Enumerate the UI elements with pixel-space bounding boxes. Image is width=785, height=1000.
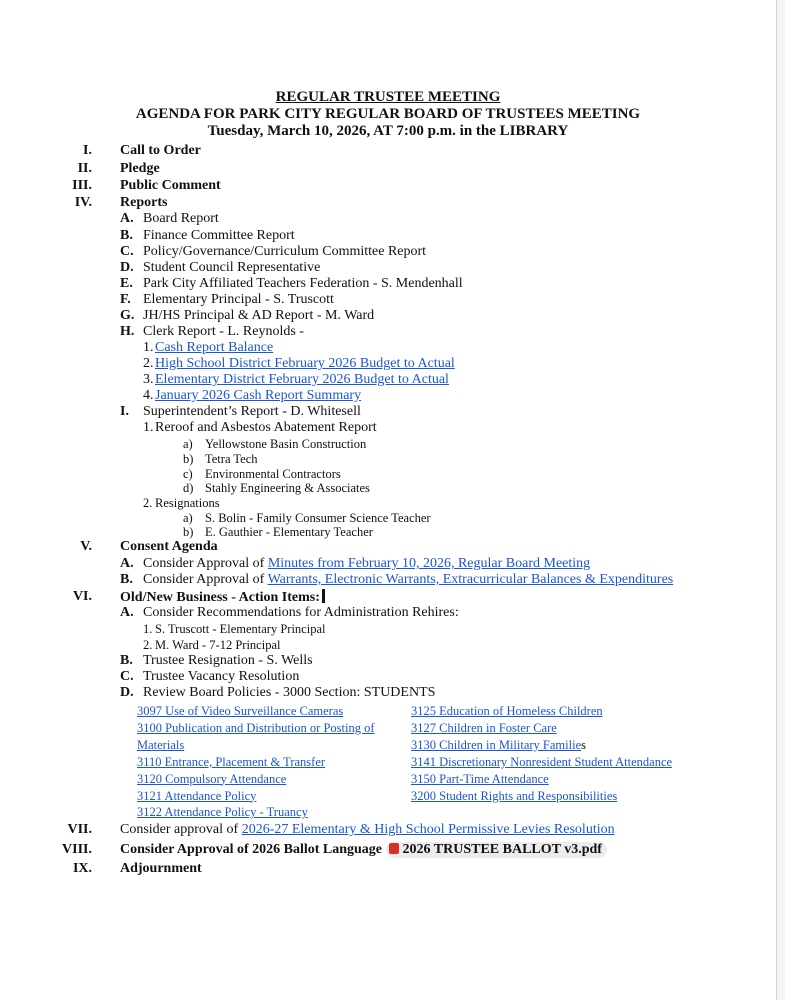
item-marker: B.	[120, 653, 133, 668]
item-marker: 1.	[143, 622, 153, 636]
policy-item	[411, 788, 617, 804]
agenda-item	[143, 228, 295, 244]
policy-link[interactable]: 3097 Use of Video Surveillance Cameras	[137, 704, 344, 718]
item-text: Consider Approval of	[143, 572, 268, 587]
section-number: V.	[80, 539, 92, 554]
document-link[interactable]: Elementary District February 2026 Budget to Actual	[155, 372, 449, 387]
section-number: VI.	[72, 589, 92, 604]
policy-link[interactable]: Materials	[137, 737, 185, 752]
agenda-item	[143, 605, 459, 621]
agenda-item	[143, 276, 463, 292]
item-marker: 4.	[143, 388, 154, 403]
item-marker: I.	[120, 404, 129, 419]
agenda-item	[155, 388, 361, 404]
item-marker: A.	[120, 211, 134, 226]
agenda-title: AGENDA FOR PARK CITY REGULAR BOARD OF TRUSTEES MEETING	[135, 106, 641, 122]
item-text: Consider Recommendations for Administration Rehires:	[143, 605, 459, 620]
document-link[interactable]: January 2026 Cash Report Summary	[155, 388, 362, 403]
agenda-item	[143, 260, 320, 276]
section-number: VII.	[67, 822, 92, 837]
agenda-item	[155, 637, 280, 653]
section-heading: Public Comment	[120, 178, 221, 193]
item-marker: A.	[120, 556, 134, 571]
item-marker: C.	[120, 669, 134, 684]
agenda-item	[143, 211, 219, 227]
document-link[interactable]: Cash Report Balance	[155, 340, 274, 355]
policy-item	[411, 703, 603, 719]
item-marker: 1.	[143, 420, 154, 435]
policy-link[interactable]: 3125 Education of Homeless Children	[411, 704, 603, 718]
item-text: Finance Committee Report	[143, 228, 295, 243]
agenda-item	[143, 292, 334, 308]
section-number: IV.	[74, 195, 92, 210]
policy-link[interactable]: 3121 Attendance Policy	[137, 788, 257, 803]
item-text: Consider Approval of	[143, 556, 268, 571]
policy-text: s	[581, 737, 586, 752]
meeting-title: REGULAR TRUSTEE MEETING	[275, 89, 501, 105]
section-heading	[120, 842, 607, 858]
section-heading: Reports	[120, 195, 168, 210]
item-text: Environmental Contractors	[205, 467, 341, 481]
item-text: Adjournment	[120, 861, 202, 876]
policy-link[interactable]: 3200 Student Rights and Responsibilities	[411, 788, 618, 803]
section-heading	[120, 822, 615, 838]
agenda-item	[143, 685, 435, 701]
item-text: S. Truscott - Elementary Principal	[155, 622, 326, 636]
item-marker: b)	[183, 525, 194, 539]
meeting-date: Tuesday, March 10, 2026, AT 7:00 p.m. in the LIBRARY	[207, 123, 569, 139]
section-heading: Call to Order	[120, 143, 201, 158]
item-text: Superintendent’s Report - D. Whitesell	[143, 404, 361, 419]
policy-link[interactable]: 3110 Entrance, Placement & Transfer	[137, 754, 326, 769]
document-link[interactable]: High School District February 2026 Budget to Actual	[155, 356, 455, 371]
item-marker: H.	[120, 324, 135, 339]
section-number: IX.	[72, 861, 92, 876]
policy-link[interactable]: 3141 Discretionary Nonresident Student Attendance	[411, 754, 673, 769]
document-link[interactable]: 2026-27 Elementary & High School Permissive Levies Resolution	[241, 822, 615, 837]
item-marker: b)	[183, 452, 194, 466]
item-marker: d)	[183, 481, 194, 495]
agenda-item	[143, 669, 299, 685]
item-marker: G.	[120, 308, 135, 323]
item-text: Policy/Governance/Curriculum Committee Report	[143, 244, 427, 259]
agenda-item	[205, 524, 373, 540]
section-number: VIII.	[62, 842, 92, 857]
agenda-item	[143, 572, 673, 588]
item-text: Elementary Principal - S. Truscott	[143, 292, 334, 307]
text-cursor	[322, 589, 325, 603]
pdf-icon	[389, 843, 399, 854]
document-link[interactable]: Warrants, Electronic Warrants, Extracurricular Balances & Expenditures	[267, 572, 674, 587]
item-marker: F.	[120, 292, 131, 307]
policy-link[interactable]: 3127 Children in Foster Care	[411, 720, 557, 735]
agenda-item	[155, 495, 220, 511]
item-marker: C.	[120, 244, 134, 259]
section-heading: Consent Agenda	[120, 539, 218, 554]
agenda-item	[155, 621, 325, 637]
item-text: Yellowstone Basin Construction	[205, 437, 367, 451]
policy-link[interactable]: 3150 Part-Time Attendance	[411, 771, 549, 786]
policy-item	[411, 720, 557, 736]
item-marker: A.	[120, 605, 134, 620]
item-text: Review Board Policies - 3000 Section: STUDENTS	[143, 685, 436, 700]
item-text: Board Report	[143, 211, 219, 226]
item-marker: D.	[120, 685, 134, 700]
item-marker: 2.	[143, 356, 154, 371]
item-marker: c)	[183, 467, 193, 481]
agenda-item	[205, 480, 370, 496]
item-text: Clerk Report - L. Reynolds -	[143, 324, 304, 339]
policy-link[interactable]: 3120 Compulsory Attendance	[137, 771, 287, 786]
item-text: Resignations	[155, 496, 220, 510]
agenda-item	[205, 436, 366, 452]
policy-item	[411, 771, 549, 787]
section-heading	[120, 861, 202, 877]
section-heading: Pledge	[120, 161, 160, 176]
item-marker: a)	[183, 511, 193, 525]
item-marker: 2.	[143, 638, 153, 652]
agenda-item	[143, 404, 361, 420]
document-link[interactable]: Minutes from February 10, 2026, Regular Board Meeting	[267, 556, 591, 571]
item-text: Reroof and Asbestos Abatement Report	[155, 420, 377, 435]
item-marker: 2.	[143, 496, 153, 510]
item-text: Tetra Tech	[205, 452, 258, 466]
item-text: Stahly Engineering & Associates	[205, 481, 370, 495]
policy-link[interactable]: 3130 Children in Military Familie	[411, 737, 582, 752]
item-text: Park City Affiliated Teachers Federation - S. Mendenhall	[143, 276, 463, 291]
agenda-item	[143, 244, 426, 260]
policy-link[interactable]: 3100 Publication and Distribution or Posting of	[137, 720, 375, 735]
item-text: Consider Approval of 2026 Ballot Language	[120, 842, 383, 857]
section-number: II.	[77, 161, 92, 176]
agenda-item	[143, 556, 590, 572]
item-marker: 1.	[143, 340, 154, 355]
section-heading: Old/New Business - Action Items:	[120, 589, 325, 606]
item-text: Consider approval of	[120, 822, 242, 837]
item-marker: a)	[183, 437, 193, 451]
agenda-item	[143, 653, 313, 669]
item-text: Trustee Resignation - S. Wells	[143, 653, 313, 668]
agenda-item	[155, 372, 449, 388]
item-text: M. Ward - 7-12 Principal	[155, 638, 281, 652]
agenda-item	[205, 451, 258, 467]
agenda-item	[143, 308, 374, 324]
file-attachment-chip[interactable]	[386, 842, 607, 858]
item-marker: 3.	[143, 372, 154, 387]
item-marker: D.	[120, 260, 134, 275]
section-number: III.	[72, 178, 92, 193]
policy-link[interactable]: 3122 Attendance Policy - Truancy	[137, 805, 308, 820]
agenda-item	[155, 356, 455, 372]
file-name: 2026 TRUSTEE BALLOT v3.pdf	[402, 842, 602, 857]
agenda-item	[143, 324, 304, 340]
agenda-item	[155, 340, 273, 356]
scrollbar-track[interactable]	[777, 0, 785, 1000]
policy-item	[411, 737, 586, 753]
item-text: E. Gauthier - Elementary Teacher	[205, 525, 373, 539]
agenda-item	[155, 420, 377, 436]
item-text: JH/HS Principal & AD Report - M. Ward	[143, 308, 375, 323]
item-marker: E.	[120, 276, 133, 291]
item-text: S. Bolin - Family Consumer Science Teacher	[205, 511, 431, 525]
item-text: Trustee Vacancy Resolution	[143, 669, 300, 684]
policy-item	[411, 754, 672, 770]
item-text: Student Council Representative	[143, 260, 321, 275]
item-marker: B.	[120, 572, 133, 587]
item-marker: B.	[120, 228, 133, 243]
section-number: I.	[83, 143, 92, 158]
